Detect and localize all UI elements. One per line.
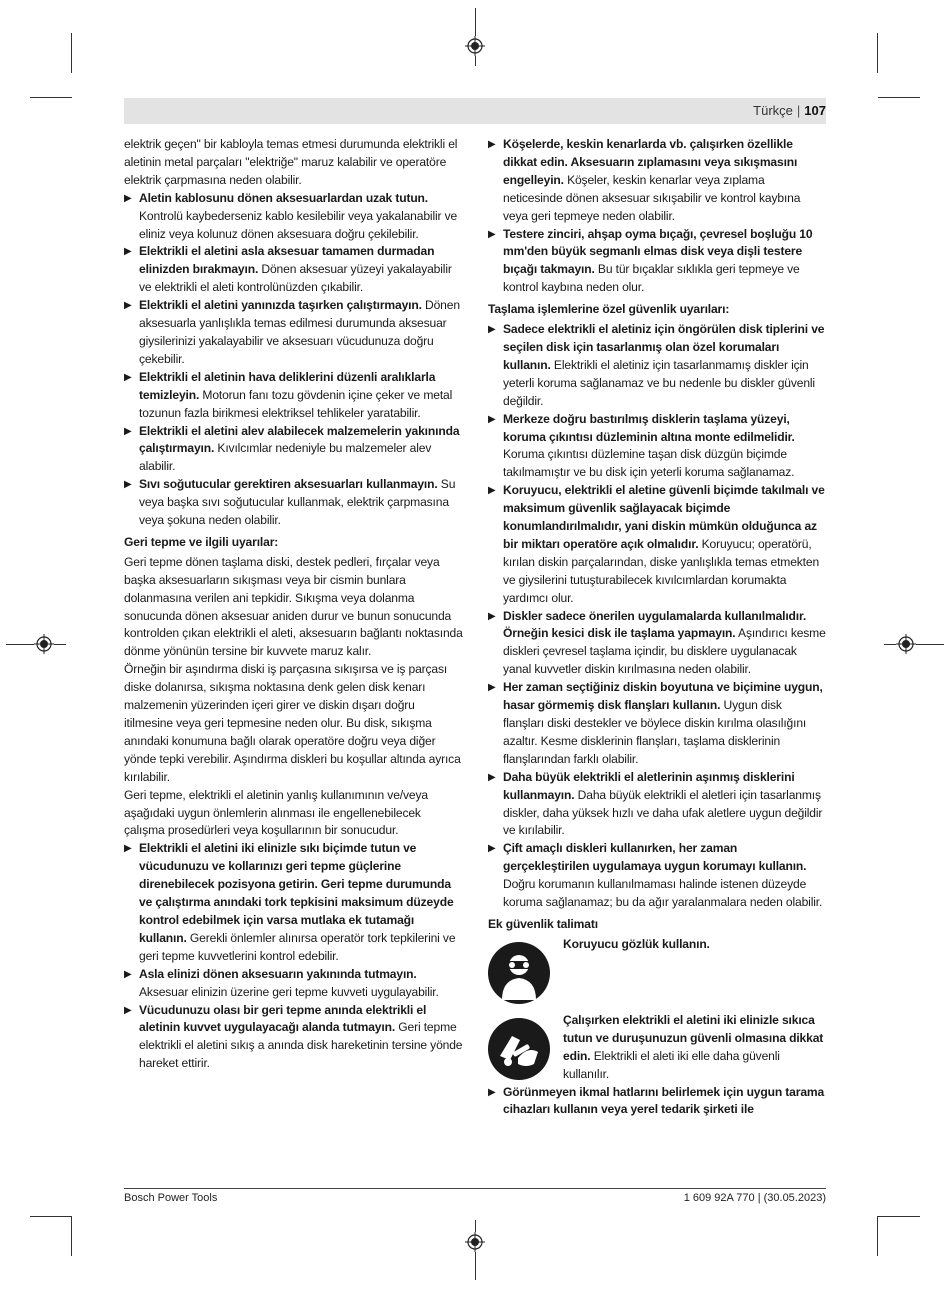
bullet-arrow-icon: ▶	[124, 843, 132, 855]
crop-mark	[54, 644, 66, 645]
warning-list	[488, 136, 826, 297]
page-number: 107	[804, 103, 826, 118]
list-item: ▶ Merkeze doğru bastırılmış disklerin taşlama yüzeyi, koruma çıkıntısı düzleminin altına monte edilmelidir. Koruma çıkıntısı düzlemine taşan disk düzgün biçimde takılmamıştır ve bu disk için yeterli koruma sağlanamaz.	[488, 411, 795, 480]
bullet-arrow-icon: ▶	[488, 771, 496, 783]
list-item: ▶ Sadece elektrikli el aletiniz için öngörülen disk tiplerini ve seçilen disk için tasarlanmış olan özel korumaları kullanın. Elektrikli el aletiniz için tasarlanmamış diskler için yeterli koruma sağlanamaz ve bu nedenle bu diskler güvenli değildir.	[488, 322, 825, 408]
bullet-arrow-icon: ▶	[488, 610, 496, 622]
kickback-paragraph: Geri tepme dönen taşlama diski, destek pedleri, fırçalar veya başka aksesuarların sıkışması veya bir cismin bunlara dolanmasına verilen ani tepkidir. Sıkışma veya dolanma sonucunda dönen aksesuar aniden durur ve bunun sonucunda kontrolden çıkan elektrikli el aleti, aksesuarın bağlantı noktasında dönme yönünün tersine bir kuvvete maruz kalır.	[124, 554, 463, 659]
bullet-arrow-icon: ▶	[488, 228, 496, 240]
crop-mark	[877, 1216, 878, 1256]
crop-mark	[30, 1216, 72, 1217]
footer-brand: Bosch Power Tools	[124, 1192, 218, 1204]
right-column	[488, 136, 826, 1119]
list-item: ▶ Diskler sadece önerilen uygulamalarda kullanılmalıdır. Örneğin kesici disk ile taşlama yapmayın. Aşındırıcı kesme diskleri çevresel taşlama içindir, bu disklere uygulanacak yanal kuvvetler diskin kırılmasına neden olabilir.	[488, 608, 826, 677]
list-item: ▶ Vücudunuzu olası bir geri tepme anında elektrikli el aletinin kuvvet uygulayacağı alanda tutmayın. Geri tepme elektrikli el aletini sıkış a anında disk hareketinin tersine yönde hareket ettirir.	[124, 1002, 463, 1071]
crop-mark	[878, 1216, 920, 1217]
bullet-arrow-icon: ▶	[124, 371, 132, 383]
two-hands-instruction	[488, 1012, 826, 1084]
crop-mark	[71, 33, 72, 73]
crop-mark	[878, 97, 920, 98]
two-hands-grip-icon	[488, 1018, 550, 1080]
list-item: ▶ Aletin kablosunu dönen aksesuarlardan uzak tutun. Kontrolü kaybederseniz kablo kesilebilir veya yakalanabilir ve eliniz veya kolunuz dönen aksesuara doğru çekilebilir.	[124, 190, 458, 241]
grinding-list	[488, 321, 826, 912]
bullet-arrow-icon: ▶	[488, 413, 496, 425]
kickback-paragraph: Geri tepme, elektrikli el aletinin yanlış kullanımının ve/veya aşağıdaki uygun önlemlerin alınması ile engellenebilecek çalışma prosedürleri veya koşullarının bir sonucudur.	[124, 787, 428, 838]
list-item: ▶ Görünmeyen ikmal hatlarını belirlemek için uygun tarama cihazları kullanın veya yerel tedarik şirketi ile	[488, 1084, 825, 1117]
page-header	[124, 98, 826, 124]
crop-mark	[877, 33, 878, 73]
header-language: Türkçe	[753, 103, 793, 118]
list-item: ▶ Daha büyük elektrikli el aletlerinin aşınmış disklerini kullanmayın. Daha büyük elektrikli el aletleri için tasarlanmış diskler, daha yüksek hızlı ve daha ufak aletlere uygun değildir ve kırılabilir.	[488, 769, 823, 838]
list-item: ▶ Köşelerde, keskin kenarlarda vb. çalışırken özellikle dikkat edin. Aksesuarın zıplamasını veya sıkışmasını engelleyin. Köşeler, keskin kenarlar veya zıplama neticesinde dönen aksesuar sıkışabilir ve kontrol kaybına veya geri tepmeye neden olabilir.	[488, 137, 801, 223]
crop-mark	[6, 644, 34, 645]
registration-mark-icon	[34, 634, 54, 654]
bullet-arrow-icon: ▶	[124, 300, 132, 312]
crop-mark	[475, 56, 476, 66]
crop-mark	[30, 97, 72, 98]
kickback-list	[124, 840, 464, 1073]
left-column	[124, 136, 464, 1073]
goggles-instruction	[488, 936, 826, 1006]
warning-list	[124, 190, 464, 530]
list-item: ▶ Çift amaçlı diskleri kullanırken, her zaman gerçekleştirilen uygulamaya uygun korumayı kullanın. Doğru korumanın kullanılmaması halinde istenen düzeyde koruma sağlanamaz; bu da ağır yaralanmalara neden olabilir.	[488, 841, 823, 910]
crop-mark	[475, 1252, 476, 1280]
list-item: ▶ Elektrikli el aletini asla aksesuar tamamen durmadan elinizden bırakmayın. Dönen aksesuar yüzeyi yakalayabilir ve elektrikli el aleti kontrolünüzden çıkabilir.	[124, 244, 452, 295]
header-text: Türkçe | 107	[753, 103, 826, 118]
list-item: ▶ Her zaman seçtiğiniz diskin boyutuna ve biçimine uygun, hasar görmemiş disk flanşları kullanın. Uygun disk flanşları diski destekler ve böylece diskin kırılma olasılığını azaltır. Kesme disklerinin flanşları, taşlama disklerinin flanşlarından farklı olabilir.	[488, 680, 823, 766]
crop-mark	[916, 644, 944, 645]
registration-mark-icon	[465, 1232, 485, 1252]
bullet-arrow-icon: ▶	[488, 1086, 496, 1098]
section-heading-extra: Ek güvenlik talimatı	[488, 916, 598, 931]
bullet-arrow-icon: ▶	[488, 843, 496, 855]
crop-mark	[475, 1220, 476, 1232]
bullet-arrow-icon: ▶	[124, 1004, 132, 1016]
bullet-arrow-icon: ▶	[124, 968, 132, 980]
registration-mark-icon	[465, 36, 485, 56]
bullet-arrow-icon: ▶	[488, 139, 496, 150]
list-item: ▶ Testere zinciri, ahşap oyma bıçağı, çevresel boşluğu 10 mm'den büyük segmanlı elmas disk veya dişli testere bıçağı takmayın. Bu tür bıçaklar sıklıkla geri tepmeye ve kontrol kaybına neden olur.	[488, 226, 813, 295]
crop-mark	[884, 644, 896, 645]
footer-doc-number: 1 609 92A 770 | (30.05.2023)	[683, 1192, 826, 1204]
list-item: ▶ Elektrikli el aletini yanınızda taşırken çalıştırmayın. Dönen aksesuarla yanlışlıkla temas edilmesi durumunda aksesuar giysilerinizi yakalayabilir ve aksesuarı vücudunuza doğru çekebilir.	[124, 298, 460, 366]
bullet-arrow-icon: ▶	[124, 425, 132, 437]
bullet-arrow-icon: ▶	[488, 682, 496, 694]
section-heading-kickback: Geri tepme ve ilgili uyarılar:	[124, 534, 279, 549]
section-heading-grinding: Taşlama işlemlerine özel güvenlik uyarıları:	[488, 302, 730, 317]
bullet-arrow-icon: ▶	[124, 479, 132, 491]
crop-mark	[475, 8, 476, 36]
intro-paragraph: elektrik geçen" bir kabloyla temas etmesi durumunda elektrikli el aletinin metal parçaları "elektriğe" maruz kalabilir ve operatöre elektrik çarpmasına neden olabilir.	[124, 137, 458, 187]
list-item: ▶ Elektrikli el aletini alev alabilecek malzemelerin yakınında çalıştırmayın. Kıvılcımlar nedeniyle bu malzemeler alev alabilir.	[124, 423, 460, 474]
crop-mark	[71, 1216, 72, 1256]
footer-divider	[124, 1188, 826, 1189]
goggles-text: Koruyucu gözlük kullanın.	[563, 936, 710, 951]
two-hands-text: Çalışırken elektrikli el aletini iki elinizle sıkıca tutun ve duruşunuzun güvenli olmasına dikkat edin. Elektrikli el aleti iki elle daha güvenli kullanılır.	[563, 1012, 824, 1081]
safety-goggles-icon	[488, 942, 550, 1004]
bullet-arrow-icon: ▶	[488, 485, 496, 497]
list-item: ▶ Asla elinizi dönen aksesuarın yakınında tutmayın. Aksesuar elinizin üzerine geri tepme kuvveti uygulayabilir.	[124, 966, 439, 999]
extra-list	[488, 1084, 826, 1120]
kickback-paragraph: Örneğin bir aşındırma diski iş parçasına sıkışırsa ve iş parçası diske dolanırsa, sıkışma noktasına denk gelen disk kenarı malzemenin yüzerinden içeri girer ve diskin dışarı doğru itilmesine veya geri tepmesine neden olur. Bu disk, sıkışma anındaki konumuna bağlı olarak operatöre doğru veya diğer yönde tepki verebilir. Aşındırma diskleri bu koşullar altında ayrıca kırılabilir.	[124, 662, 461, 784]
list-item: ▶ Elektrikli el aletinin hava deliklerini düzenli aralıklarla temizleyin. Motorun fanı tozu gövdenin içine çeker ve metal tozunun fazla birikmesi elektriksel tehlikeler yaratabilir.	[124, 369, 453, 420]
registration-mark-icon	[896, 634, 916, 654]
list-item: ▶ Koruyucu, elektrikli el aletine güvenli biçimde takılmalı ve maksimum güvenlik sağlayacak biçimde konumlandırılmalıdır, yani diskin mümkün olduğunca az bir miktarı operatöre açık olmalıdır. Koruyucu; operatörü, kırılan diskin parçalarından, diske yanlışlıkla temas etmekten ve giysilerini tutuşturabilecek kıvılcımlardan korumakta yardımcı olur.	[488, 483, 825, 605]
bullet-arrow-icon: ▶	[488, 324, 496, 336]
bullet-arrow-icon: ▶	[124, 246, 132, 258]
list-item: ▶ Elektrikli el aletini iki elinizle sıkı biçimde tutun ve vücudunuzu ve kollarınızı geri tepme güçlerine direnebilecek pozisyona getirin. Geri tepme durumunda ve çalıştırma anındaki tork tepkisini maksimum düzeyde kontrol edebilmek için varsa mutlaka ek tutamağı kullanın. Gerekli önlemler alınırsa operatör tork tepkilerini ve geri tepme kuvvetlerini kontrol edebilir.	[124, 841, 456, 963]
bullet-arrow-icon: ▶	[124, 192, 132, 204]
list-item: ▶ Sıvı soğutucular gerektiren aksesuarları kullanmayın. Su veya başka sıvı soğutucular kullanmak, elektrik çarpmasına veya şokuna neden olabilir.	[124, 477, 456, 528]
